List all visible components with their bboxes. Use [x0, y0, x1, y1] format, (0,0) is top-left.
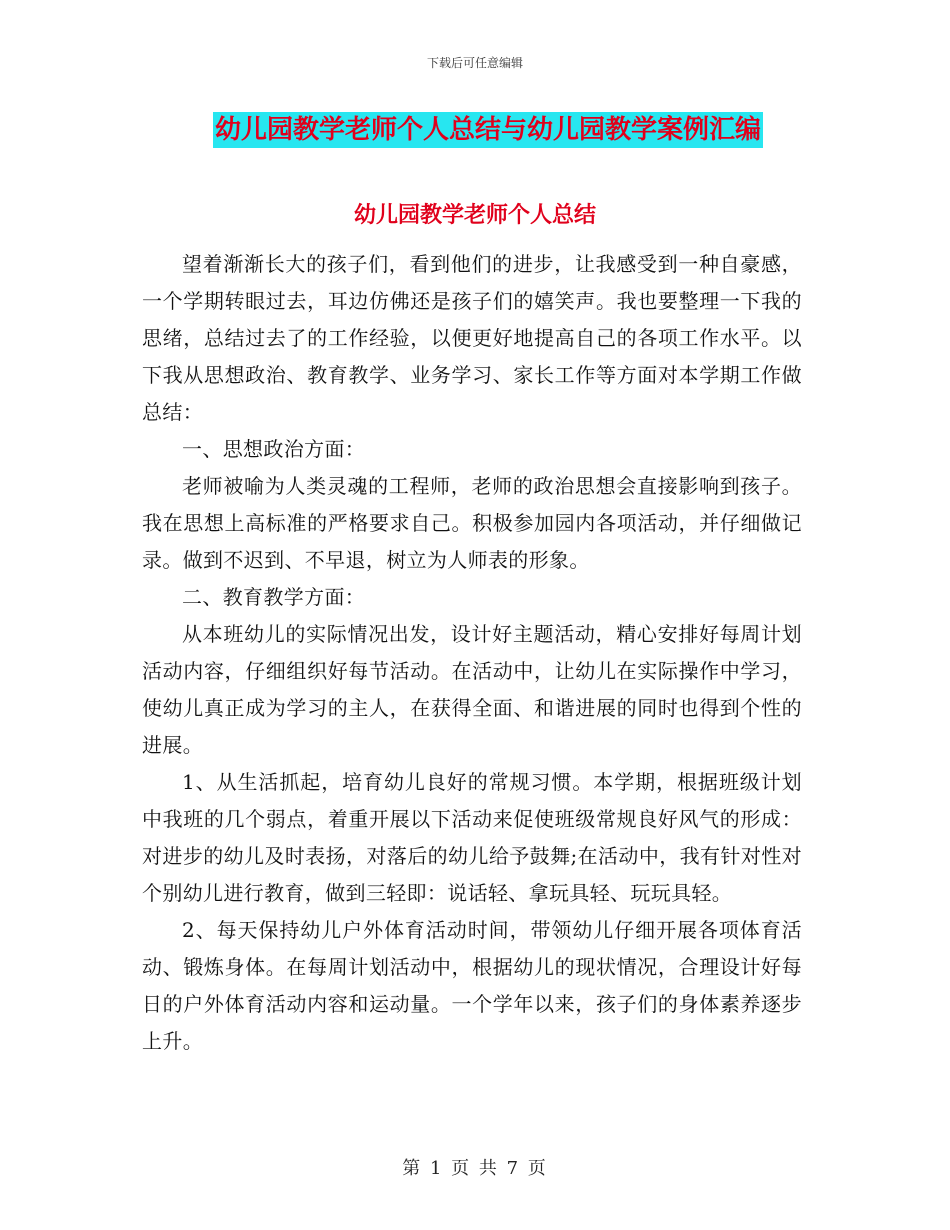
page-footer: 第 1 页 共 7 页 [402, 1158, 548, 1179]
paragraph-politics: 老师被喻为人类灵魂的工程师，老师的政治思想会直接影响到孩子。我在思想上高标准的严格要求自己。积极参加园内各项活动，并仔细做记录。做到不迟到、不早退，树立为人师表的形象。 [142, 474, 802, 572]
main-title: 幼儿园教学老师个人总结与幼儿园教学案例汇编 [213, 112, 763, 148]
document-body [142, 246, 802, 1060]
main-title-wrap [0, 112, 950, 148]
paragraph-intro: 望着渐渐长大的孩子们，看到他们的进步，让我感受到一种自豪感，一个学期转眼过去，耳边仿佛还是孩子们的嬉笑声。我也要整理一下我的思绪，总结过去了的工作经验，以便更好地提高自己的各项工作水平。以下我从思想政治、教育教学、业务学习、家长工作等方面对本学期工作做总结： [142, 252, 802, 424]
header-note: 下载后可任意编辑 [426, 56, 523, 70]
paragraph-heading-teaching: 二、教育教学方面： [182, 585, 366, 609]
paragraph-item-1: 1、从生活抓起，培育幼儿良好的常规习惯。本学期，根据班级计划中我班的几个弱点，着重开展以下活动来促使班级常规良好风气的形成：对进步的幼儿及时表扬，对落后的幼儿给予鼓舞;在活动中，我有针对性对个别幼儿进行教育，做到三轻即：说话轻、拿玩具轻、玩玩具轻。 [142, 770, 802, 905]
paragraph-heading-politics: 一、思想政治方面： [182, 437, 366, 461]
paragraph-item-2: 2、每天保持幼儿户外体育活动时间，带领幼儿仔细开展各项体育活动、锻炼身体。在每周计划活动中，根据幼儿的现状情况，合理设计好每日的户外体育活动内容和运动量。一个学年以来，孩子们的身体素养逐步上升。 [142, 918, 802, 1053]
section-title: 幼儿园教学老师个人总结 [353, 203, 596, 228]
paragraph-teaching: 从本班幼儿的实际情况出发，设计好主题活动，精心安排好每周计划活动内容，仔细组织好每节活动。在活动中，让幼儿在实际操作中学习，使幼儿真正成为学习的主人，在获得全面、和谐进展的同时也得到个性的进展。 [142, 622, 802, 757]
